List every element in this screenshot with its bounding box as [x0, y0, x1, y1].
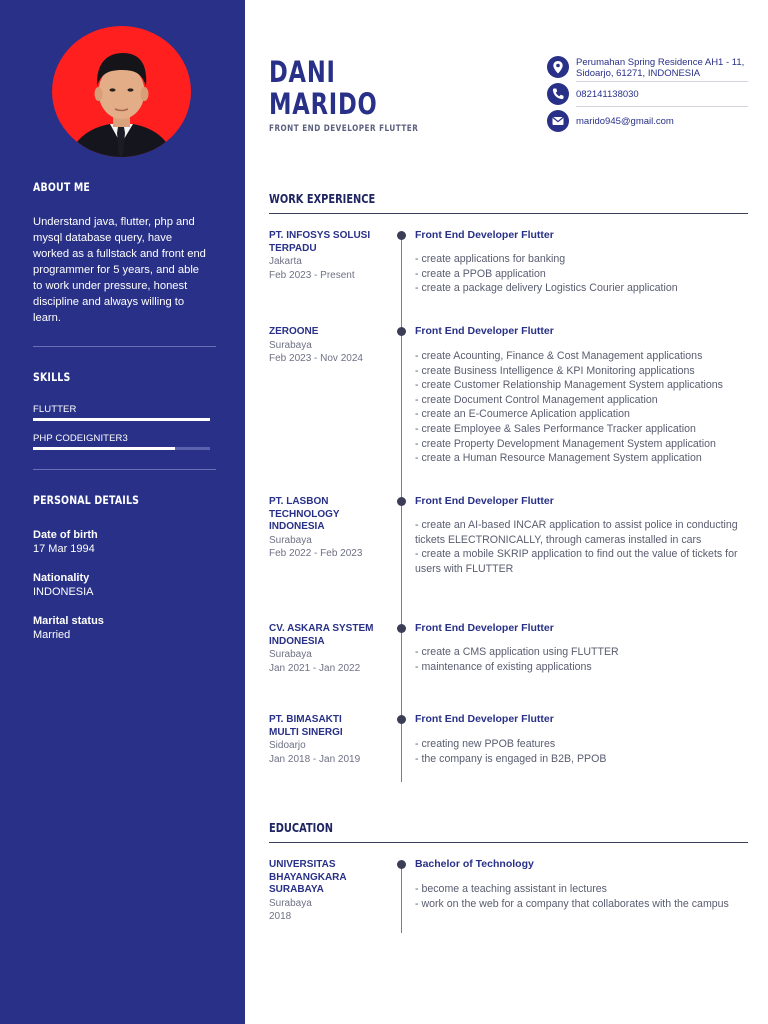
company-name: PT. BIMASAKTI MULTI SINERGI: [269, 714, 343, 738]
timeline-dot: [397, 497, 406, 506]
personal-details-heading: PERSONAL DETAILS: [33, 493, 140, 507]
company-location: Surabaya: [269, 649, 312, 660]
job-company-block: [269, 714, 384, 766]
divider: [33, 346, 216, 347]
person-portrait-icon: [52, 26, 191, 157]
company-name: ZEROONE: [269, 326, 319, 337]
job-period: Feb 2023 - Nov 2024: [269, 353, 363, 364]
company-location: Surabaya: [269, 339, 312, 351]
task-item: - create a Human Resource Management System application: [415, 452, 702, 465]
task-item: - create Property Development Management System application: [415, 437, 716, 450]
company-location: Sidoarjo: [269, 740, 306, 751]
email-text[interactable]: marido945@gmail.com: [576, 116, 674, 127]
task-list: [415, 252, 750, 296]
skills-heading: SKILLS: [33, 370, 71, 384]
task-item: - work on the web for a company that collaborates with the campus: [415, 897, 729, 910]
task-item: - create Document Control Management application: [415, 393, 658, 406]
company-name: PT. LASBON TECHNOLOGY INDONESIA: [269, 496, 340, 532]
school-name: UNIVERSITAS BHAYANGKARA SURABAYA: [269, 859, 347, 895]
nationality-value: INDONESIA: [33, 586, 94, 598]
timeline-dot: [397, 327, 406, 336]
job-role: Front End Developer Flutter: [415, 325, 554, 337]
task-item: - create Customer Relationship Management System applications: [415, 379, 723, 392]
task-item: - create a CMS application using FLUTTER: [415, 646, 619, 658]
job-role: Front End Developer Flutter: [415, 495, 554, 507]
divider: [576, 106, 748, 107]
job-company-block: [269, 496, 384, 561]
profile-photo: [52, 26, 191, 157]
job-role: Front End Developer Flutter: [415, 229, 554, 241]
task-item: - create Business Intelligence & KPI Monitoring applications: [415, 364, 695, 377]
map-pin-icon: [547, 56, 569, 78]
job-period: Feb 2022 - Feb 2023: [269, 548, 363, 559]
school-location: Surabaya: [269, 897, 312, 909]
divider: [576, 81, 748, 82]
job-role: Front End Developer Flutter: [415, 713, 554, 725]
job-period: Feb 2023 - Present: [269, 269, 355, 281]
task-item: - become a teaching assistant in lectures: [415, 883, 607, 895]
section-divider: [269, 213, 748, 214]
job-role: Front End Developer Flutter: [415, 622, 554, 634]
about-text: Understand java, flutter, php and mysql database query, have worked as a fullstack and front end programmer for 5 years, and able to work under pressure, honest discipline and always willing to learn.: [33, 216, 206, 324]
skill-label: FLUTTER: [33, 404, 77, 415]
company-name: CV. ASKARA SYSTEM INDONESIA: [269, 623, 374, 647]
task-item: - create Acounting, Finance & Cost Management applications: [415, 350, 703, 362]
skill-bar: [33, 418, 210, 421]
job-period: Jan 2018 - Jan 2019: [269, 753, 361, 765]
task-item: - create a mobile SKRIP application to find out the value of tickets for users with FLUTTER: [415, 548, 738, 575]
task-list: [415, 882, 750, 911]
marital-status-label: Marital status: [33, 615, 104, 627]
job-title: FRONT END DEVELOPER FLUTTER: [269, 124, 419, 134]
job-company-block: [269, 623, 384, 675]
task-item: - create applications for banking: [415, 253, 566, 265]
task-item: - create Employee & Sales Performance Tracker application: [415, 422, 696, 435]
marital-status-value: Married: [33, 629, 71, 641]
education-school-block: [269, 859, 384, 924]
graduation-year: 2018: [269, 911, 292, 922]
phone-icon: [547, 83, 569, 105]
task-item: - create a package delivery Logistics Courier application: [415, 282, 678, 295]
job-company-block: [269, 326, 384, 366]
divider: [33, 469, 216, 470]
section-divider: [269, 842, 748, 843]
job-company-block: [269, 230, 384, 282]
skill-bar: [33, 447, 210, 450]
work-experience-heading: WORK EXPERIENCE: [269, 192, 376, 206]
company-name: PT. INFOSYS SOLUSI TERPADU: [269, 230, 371, 254]
task-list: [415, 518, 750, 576]
about-heading: ABOUT ME: [33, 180, 91, 194]
company-location: Jakarta: [269, 256, 302, 267]
task-item: - the company is engaged in B2B, PPOB: [415, 752, 607, 765]
timeline-dot: [397, 231, 406, 240]
sidebar: [0, 0, 245, 1024]
address-text: Perumahan Spring Residence AH1 - 11, Sidoarjo, 61271, INDONESIA: [576, 57, 745, 79]
phone-text[interactable]: 082141138030: [576, 89, 639, 100]
task-item: - create an AI-based INCAR application to assist police in conducting tickets ELECTRONICALLY, through cameras installed in cars: [415, 519, 738, 546]
skill-label: PHP CODEIGNITER3: [33, 433, 128, 444]
task-item: - maintenance of existing applications: [415, 660, 592, 673]
education-heading: EDUCATION: [269, 821, 333, 835]
job-period: Jan 2021 - Jan 2022: [269, 662, 361, 674]
timeline-line: [401, 236, 402, 782]
nationality-label: Nationality: [33, 572, 90, 584]
date-of-birth-label: Date of birth: [33, 529, 98, 541]
timeline-dot: [397, 624, 406, 633]
mail-icon: [547, 110, 569, 132]
skill-bar-fill: [33, 418, 210, 421]
date-of-birth-value: 17 Mar 1994: [33, 543, 95, 555]
skill-bar-fill: [33, 447, 175, 450]
task-list: [415, 737, 750, 766]
task-item: - create an E-Coumerce Aplication application: [415, 408, 630, 421]
company-location: Surabaya: [269, 534, 312, 546]
timeline-line: [401, 865, 402, 933]
timeline-dot: [397, 715, 406, 724]
last-name: MARIDO: [269, 87, 378, 121]
degree-title: Bachelor of Technology: [415, 858, 534, 870]
first-name: DANI: [269, 55, 336, 89]
task-item: - creating new PPOB features: [415, 738, 556, 750]
timeline-dot: [397, 860, 406, 869]
task-item: - create a PPOB application: [415, 267, 546, 280]
task-list: [415, 349, 750, 466]
task-list: [415, 645, 750, 674]
